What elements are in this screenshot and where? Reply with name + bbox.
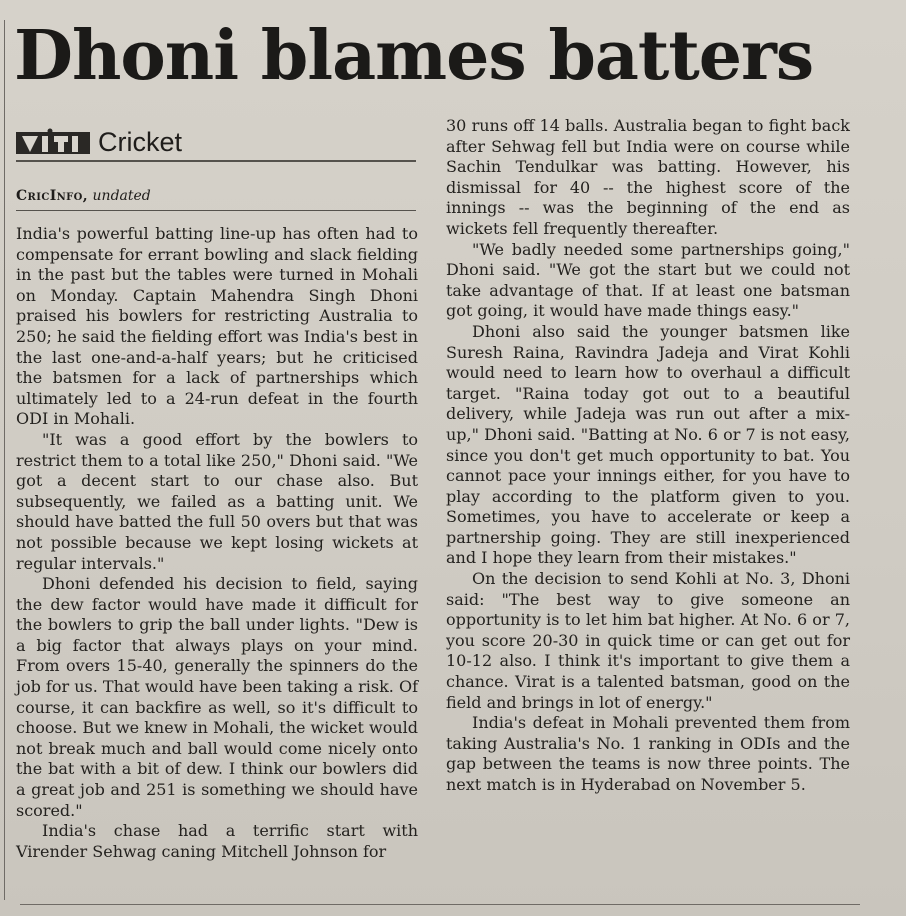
article-column-right bbox=[446, 116, 850, 796]
paragraph: "It was a good effort by the bowlers to restrict them to a total like 250," Dhoni said. "We got a decent start to our chase also. But subsequently, we failed as a batting unit. We should have batted the full 50 overs but that was not possible because we kept losing wickets at regular intervals." bbox=[16, 429, 418, 573]
paragraph: On the decision to send Kohli at No. 3, Dhoni said: "The best way to give someone an opportunity is to let him bat higher. At No. 6 or 7, you score 20-30 in quick time or can get out for 10-12 also. I think it's important to give them a chance. Virat is a talented batsman, good on the field and brings in lot of energy." bbox=[446, 569, 850, 712]
paragraph: Dhoni also said the younger batsmen like Suresh Raina, Ravindra Jadeja and Virat Kohli would need to learn how to overhaul a difficult target. "Raina today got out to a beautiful delivery, while Jadeja was run out after a mix-up," Dhoni said. "Batting at No. 6 or 7 is not easy, since you don't get much opportunity to bat. You cannot pace your innings either, for you have to play according to the platform given to you. Sometimes, you have to accelerate or keep a partnership going. They are still inexperienced and I hope they learn from their mistakes." bbox=[446, 321, 850, 568]
section-header bbox=[16, 126, 416, 162]
paragraph: 30 runs off 14 balls. Australia began to fight back after Sehwag fell but India were on course while Sachin Tendulkar was batting. However, his dismissal for 40 -- the highest score of the innings -- was the beginning of the end as wickets fell frequently thereafter. bbox=[446, 116, 850, 238]
dateline bbox=[16, 186, 416, 211]
section-label: Cricket bbox=[98, 127, 183, 157]
paragraph: India's chase had a terrific start with Virender Sehwag caning Mitchell Johnson for bbox=[16, 821, 418, 861]
cricket-section-logo-icon bbox=[16, 128, 92, 154]
bottom-rule bbox=[20, 904, 860, 905]
column-divider bbox=[4, 20, 5, 900]
paragraph: India's powerful batting line-up has often had to compensate for errant bowling and slack fielding in the past but the tables were turned in Mohali on Monday. Captain Mahendra Singh Dhoni praised his bowlers for restricting Australia to 250; he said the fielding effort was India's best in the last one-and-a-half years; but he criticised the batsmen for a lack of partnerships which ultimately led to a 24-run defeat in the fourth ODI in Mohali. bbox=[16, 224, 418, 429]
date-text: undated bbox=[92, 188, 151, 204]
source-name: CricInfo, bbox=[16, 188, 89, 204]
headline: Dhoni blames batters bbox=[14, 16, 814, 96]
paragraph: "We badly needed some partnerships going," Dhoni said. "We got the start but we could not take advantage of that. If at least one batsman got going, it would have made things easy." bbox=[446, 239, 850, 321]
article-column-left bbox=[16, 224, 418, 862]
paragraph: India's defeat in Mohali prevented them from taking Australia's No. 1 ranking in ODIs and the gap between the teams is now three points. The next match is in Hyderabad on November 5. bbox=[446, 713, 850, 794]
paragraph: Dhoni defended his decision to field, saying the dew factor would have made it difficult for the bowlers to grip the ball under lights. "Dew is a big factor that always plays on your mind. From overs 15-40, generally the spinners do the job for us. That would have been taking a risk. Of course, it can backfire as well, so it's difficult to choose. But we knew in Mohali, the wicket would not break much and ball would come nicely onto the bat with a bit of dew. I think our bowlers did a great job and 251 is something we should have scored." bbox=[16, 574, 418, 820]
